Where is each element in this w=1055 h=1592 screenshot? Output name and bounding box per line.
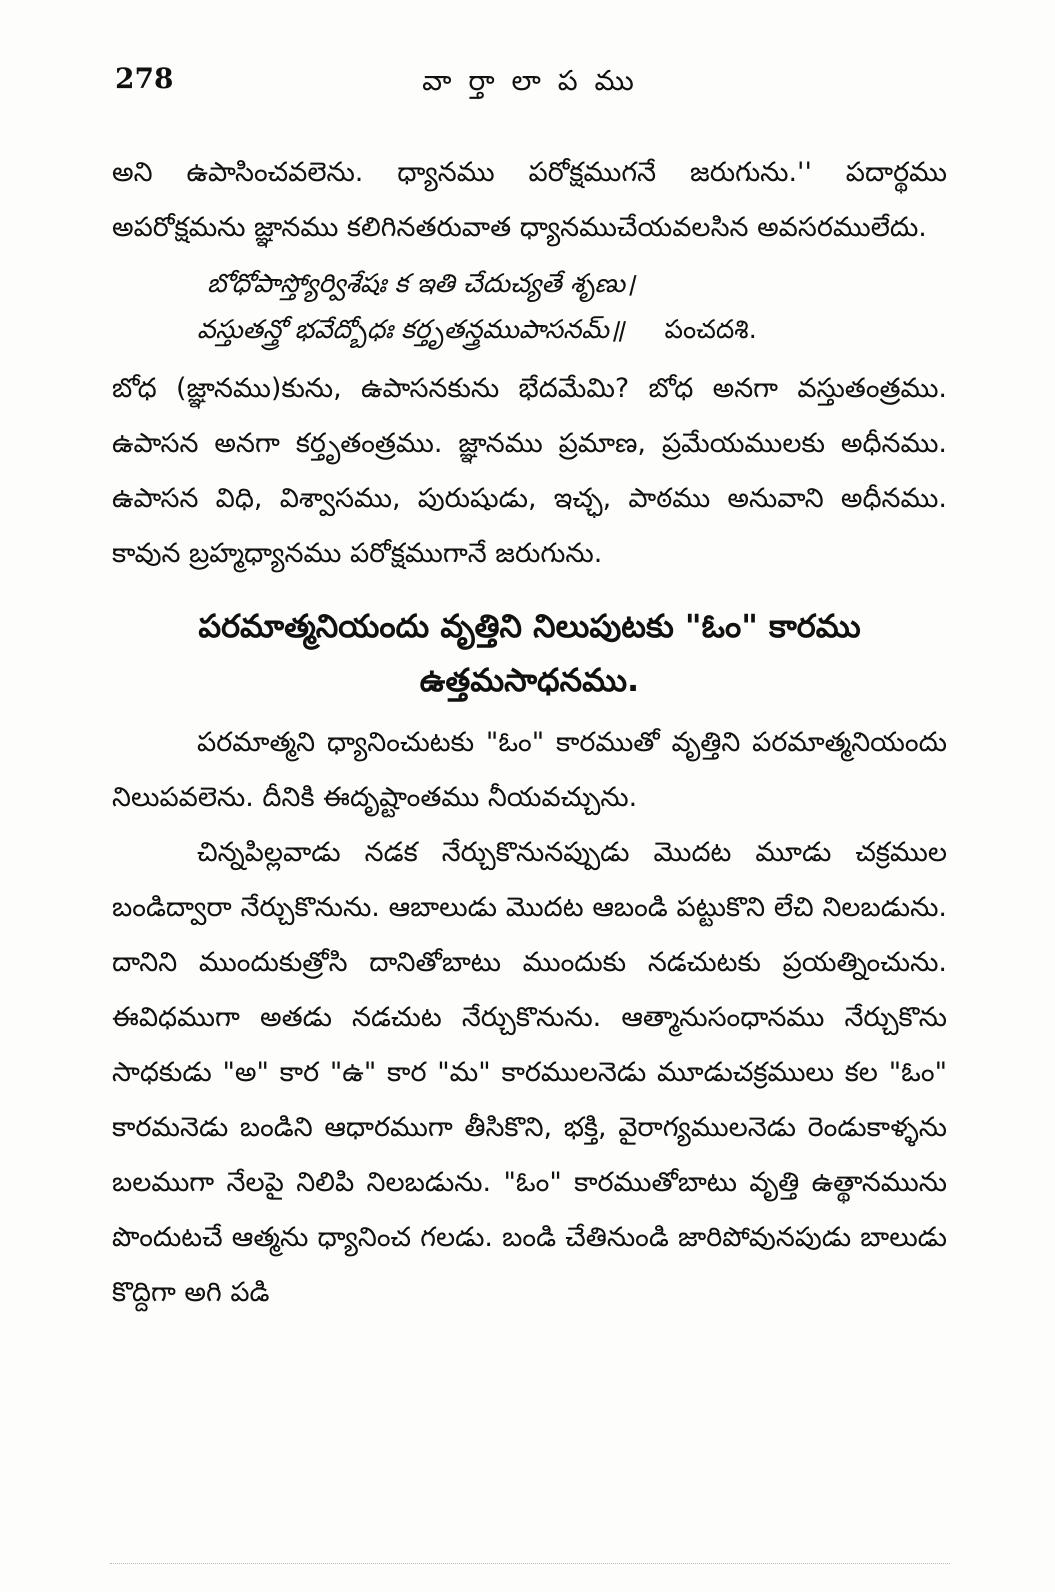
paragraph-3: పరమాత్మని ధ్యానించుటకు "ఓం" కారముతో వృత్తిని పరమాత్మనియందు నిలుపవలెను. దీనికి ఈదృష్టాంతము నీయవచ్చును. [112, 727, 947, 813]
paragraph-4: చిన్నపిల్లవాడు నడక నేర్చుకొనునప్పుడు మొదట మూడు చక్రముల బండిద్వారా నేర్చుకొనును. ఆబాలుడు మొదట ఆబండి పట్టుకొని లేచి నిలబడును. దానిని ముందుకుత్రోసి దానితోబాటు ముందుకు నడచుటకు ప్రయత్నించును. ఈవిధముగా అతడు నడచుట నేర్చుకొనును. ఆత్మానుసంధానము నేర్చుకొను సాధకుడు "అ" కార "ఉ" కార "మ" కారములనెడు మూడుచక్రములు కల "ఓం" కారమనెడు బండిని ఆధారముగా తీసికొని, భక్తి, వైరాగ్యములనెడు రెండుకాళ్ళను బలముగా నేలపై నిలిపి నిలబడును. "ఓం" కారముతోబాటు వృత్తి ఉత్థానమును పొందుటచే ఆత్మను ధ్యానించ గలడు. బండి చేతినుండి జారిపోవునపుడు బాలుడు కొద్దిగా అగి పడి [112, 837, 947, 1308]
page-body [112, 145, 947, 1320]
verse-source: పంచదశి. [664, 315, 757, 345]
section-heading [112, 599, 947, 707]
page-number: 278 [115, 62, 174, 95]
section-heading-line-2: ఉత్తమసాధనము. [419, 661, 640, 699]
sanskrit-verse [112, 261, 947, 353]
verse-line-2 [112, 307, 947, 353]
paragraph-1: అని ఉపాసించవలెను. ధ్యానము పరోక్షముగనే జరుగును.'' పదార్థము అపరోక్షమను జ్ఞానము కలిగినతరువాత ధ్యానముచేయవలసిన అవసరములేదు. [112, 157, 947, 243]
verse-line-2-text: వస్తుతన్త్రో భవేద్బోధః కర్తృతన్త్రముపాసనమ్॥ [197, 315, 625, 345]
scan-dotted-edge [110, 1557, 950, 1564]
paragraph-2: బోధ (జ్ఞానము)కును, ఉపాసనకును భేదమేమి? బోధ అనగా వస్తుతంత్రము. ఉపాసన అనగా కర్తృతంత్రము. జ్ఞానము ప్రమాణ, ప్రమేయములకు అధీనము. ఉపాసన విధి, విశ్వాసము, పురుషుడు, ఇచ్ఛ, పాఠము అనువాని అధీనము. కావున బ్రహ్మధ్యానము పరోక్షముగానే జరుగును. [112, 373, 947, 569]
verse-line-1: బోధోపాస్త్యోర్విశేషః క ఇతి చేదుచ్యతే శృణు। [207, 269, 635, 299]
section-heading-line-1: పరమాత్మనియందు వృత్తిని నిలుపుటకు "ఓం" కారము [198, 607, 861, 645]
page-header [115, 62, 945, 112]
running-title: వా ర్తా లా ప ము [422, 64, 638, 97]
